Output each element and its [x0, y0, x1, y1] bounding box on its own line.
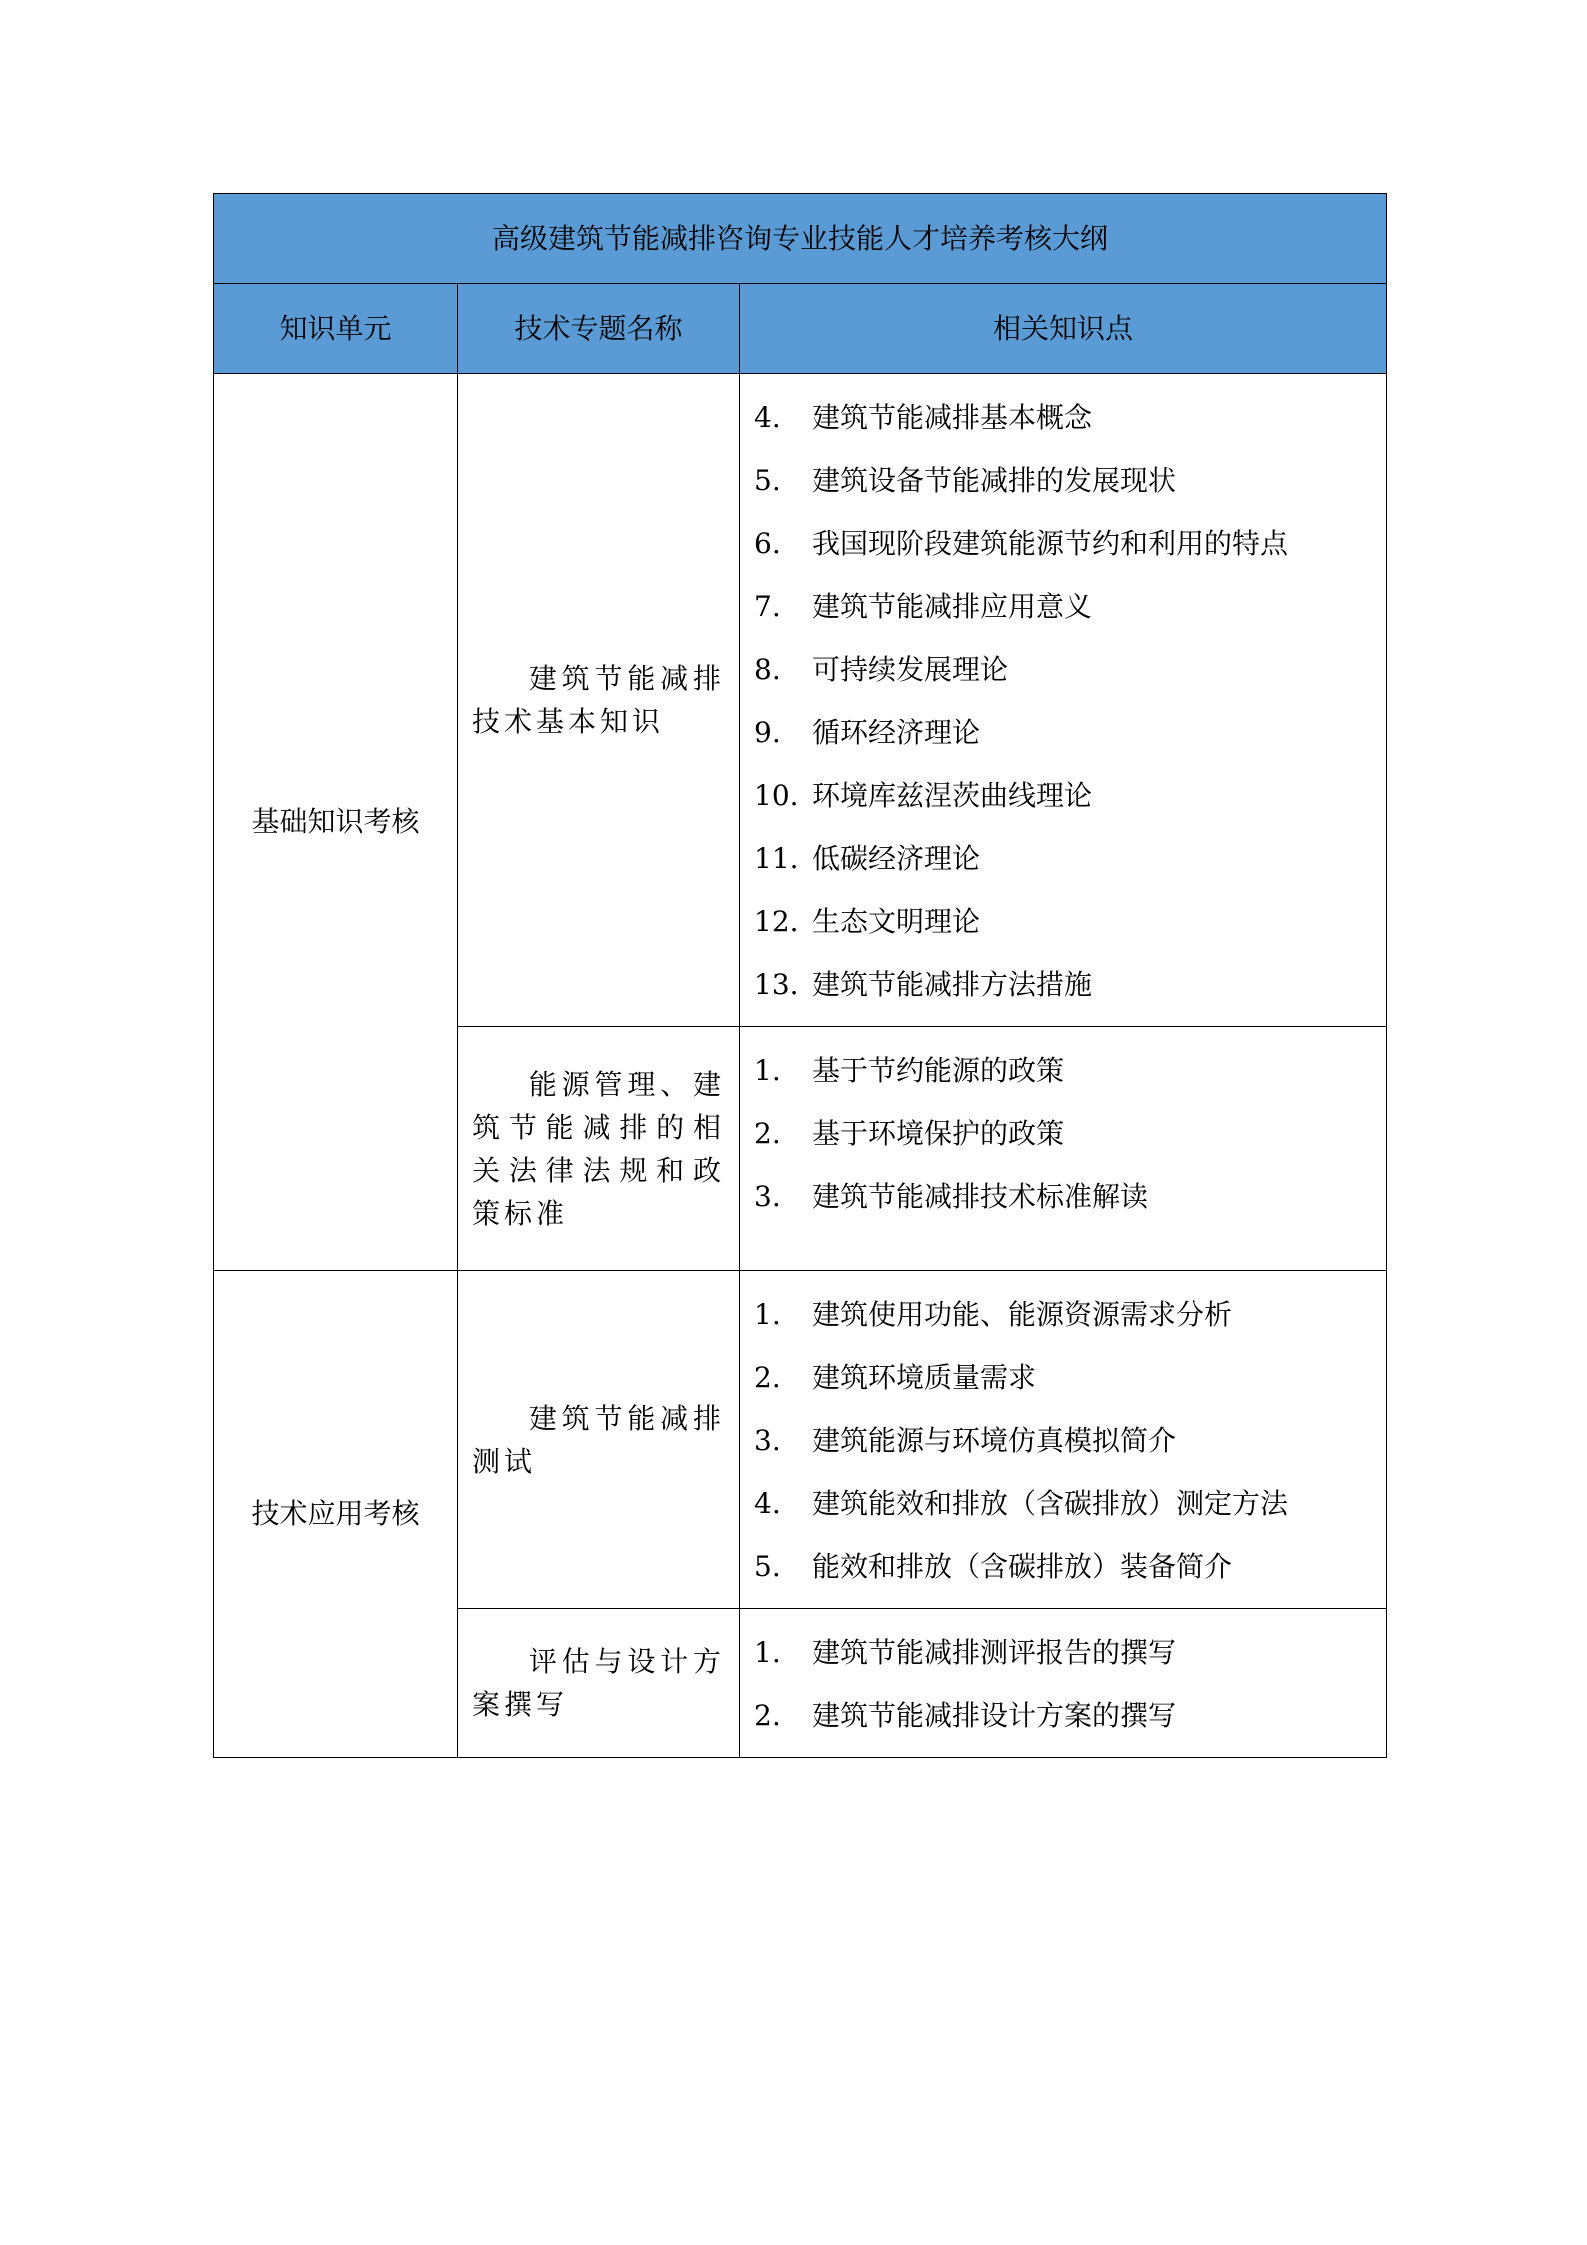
list-item [754, 1472, 1386, 1535]
topic-label: 建筑节能减排技术基本知识 [472, 662, 725, 738]
list-item [754, 386, 1386, 449]
point-text: 建筑节能减排设计方案的撰写 [812, 1698, 1177, 1732]
point-text: 建筑节能减排基本概念 [812, 400, 1093, 434]
header-row [214, 284, 1387, 374]
topic-label: 评估与设计方案撰写 [472, 1645, 725, 1721]
point-text: 建筑能源与环境仿真模拟简介 [812, 1423, 1177, 1457]
point-text: 建筑节能减排测评报告的撰写 [812, 1635, 1177, 1669]
points-cell [740, 1271, 1387, 1609]
list-item [754, 575, 1386, 638]
list-item [754, 1621, 1386, 1684]
list-item [754, 953, 1386, 1016]
point-text: 基于环境保护的政策 [812, 1116, 1065, 1150]
point-text: 低碳经济理论 [812, 841, 981, 875]
point-number: 2. [754, 1116, 781, 1150]
list-item [754, 512, 1386, 575]
list-item [754, 1409, 1386, 1472]
point-number: 2. [754, 1698, 781, 1732]
point-text: 建筑节能减排应用意义 [812, 589, 1093, 623]
list-item [754, 1039, 1386, 1102]
point-number: 8. [754, 652, 781, 686]
point-number: 3. [754, 1179, 781, 1213]
point-text: 建筑环境质量需求 [812, 1360, 1037, 1394]
outline-table [213, 193, 1387, 1758]
topic-cell [458, 1609, 740, 1758]
point-text: 可持续发展理论 [812, 652, 1009, 686]
point-number: 12. [754, 904, 799, 938]
point-text: 建筑能效和排放（含碳排放）测定方法 [812, 1486, 1289, 1520]
point-number: 5. [754, 1549, 781, 1583]
unit-cell: 技术应用考核 [214, 1271, 458, 1758]
points-cell [740, 1027, 1387, 1271]
list-item [754, 1535, 1386, 1598]
header-topic: 技术专题名称 [458, 284, 740, 374]
point-number: 11. [754, 841, 799, 875]
point-text: 我国现阶段建筑能源节约和利用的特点 [812, 526, 1289, 560]
list-item [754, 638, 1386, 701]
header-unit: 知识单元 [214, 284, 458, 374]
point-number: 10. [754, 778, 799, 812]
list-item [754, 890, 1386, 953]
point-number: 2. [754, 1360, 781, 1394]
point-text: 循环经济理论 [812, 715, 981, 749]
unit-cell: 基础知识考核 [214, 374, 458, 1271]
topic-cell [458, 1027, 740, 1271]
header-points: 相关知识点 [740, 284, 1387, 374]
point-text: 生态文明理论 [812, 904, 981, 938]
point-number: 1. [754, 1635, 781, 1669]
point-number: 4. [754, 400, 781, 434]
point-text: 建筑设备节能减排的发展现状 [812, 463, 1177, 497]
list-item [754, 701, 1386, 764]
list-item [754, 1346, 1386, 1409]
point-text: 建筑节能减排方法措施 [812, 967, 1093, 1001]
points-cell [740, 374, 1387, 1027]
topic-cell [458, 374, 740, 1027]
point-number: 1. [754, 1297, 781, 1331]
title-row [214, 194, 1387, 284]
point-number: 13. [754, 967, 799, 1001]
points-cell [740, 1609, 1387, 1758]
topic-cell [458, 1271, 740, 1609]
point-number: 5. [754, 463, 781, 497]
topic-label: 建筑节能减排测试 [472, 1401, 725, 1478]
point-number: 4. [754, 1486, 781, 1520]
table-row [214, 374, 1387, 1027]
point-text: 建筑节能减排技术标准解读 [812, 1179, 1149, 1213]
point-text: 基于节约能源的政策 [812, 1053, 1065, 1087]
list-item [754, 827, 1386, 890]
point-number: 1. [754, 1053, 781, 1087]
table-row [214, 1271, 1387, 1609]
point-text: 环境库兹涅茨曲线理论 [812, 778, 1093, 812]
point-number: 6. [754, 526, 781, 560]
point-number: 3. [754, 1423, 781, 1457]
table-title: 高级建筑节能减排咨询专业技能人才培养考核大纲 [214, 194, 1387, 284]
list-item [754, 1102, 1386, 1165]
topic-label: 能源管理、建筑节能减排的相关法律法规和政策标准 [472, 1067, 725, 1230]
list-item [754, 1165, 1386, 1228]
point-text: 能效和排放（含碳排放）装备简介 [812, 1549, 1233, 1583]
list-item [754, 1684, 1386, 1747]
list-item [754, 1283, 1386, 1346]
list-item [754, 449, 1386, 512]
point-text: 建筑使用功能、能源资源需求分析 [812, 1297, 1233, 1331]
point-number: 9. [754, 715, 781, 749]
list-item [754, 764, 1386, 827]
point-number: 7. [754, 589, 781, 623]
